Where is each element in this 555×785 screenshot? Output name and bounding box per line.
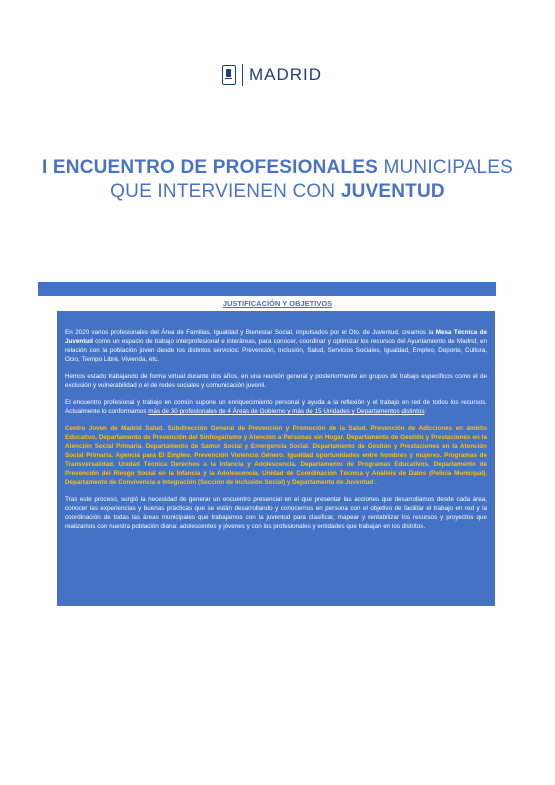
title-line-2-bold: JUVENTUD <box>340 181 445 202</box>
madrid-emblem-icon <box>222 65 236 85</box>
p3-text-a: El encuentro profesional y trabajo en común supone un enriquecimiento personal y ayuda a la reflexión y el trabajo en red de todos los recursos. Actualmente lo conformamos <box>65 399 487 415</box>
section-heading: JUSTIFICACIÓN Y OBJETIVOS <box>222 299 333 308</box>
logo-divider <box>242 64 243 86</box>
paragraph-2: Hemos estado trabajando de forma virtual durante dos años, en una reunión general y posteriormente en grupos de trabajo específicos como el de exclusión y vulnerabilidad o el de redes sociales y comunicación juvenil. <box>65 373 487 389</box>
p1-bold: Mesa Técnica de Juventud <box>65 329 487 345</box>
p3-text-c: : <box>424 408 427 415</box>
p1-text-a: En 2020 varios profesionales del Área de Familias, Igualdad y Bienestar Social, impulsados por el Dto. de Juventud, creamos la <box>65 329 436 336</box>
paragraph-5: Tras este proceso, surgió la necesidad de generar un encuentro presencial en el que presentar las acciones que desarrollamos desde cada área, conocer las experiencias y buenas prácticas que se están desarrollando y conocernos en persona con el objetivo de facilitar el trabajo en red y la coordinación de todas las áreas municipales que trabajamos con la juventud para clasificar, mapear y rentabilizar los recursos y proyectos que realizamos con nuestra población diana: adolescentes y jóvenes y con los profesionales y entidades que trabajan en los distritos. <box>65 496 487 530</box>
p1-text-c: como un espacio de trabajo interprofesional e interáreas, para conocer, coordinar y optimizar los recursos del Ayuntamiento de Madrid, en relación con la población joven desde los distintos servicios: Prevención, Inclusión, Salud, Servicios Sociales, Igualdad, Empleo, Deporte, Cultura, Ocio, Tiempo Libre, Vivienda, etc. <box>65 338 487 363</box>
p3-underlined: más de 30 profesionales de 4 Áreas de Gobierno y más de 15 Unidades y Departamentos distintos <box>148 408 425 415</box>
paragraph-4-departments: Centro Joven de Madrid Salud. Subdirección General de Prevención y Promoción de la Salud. Prevención de Adicciones en ámbito Educativo, Departamento de Prevención del Sinhogarismo y Atención a Personas sin Hogar. Departamento de Gestión y Prestaciones en la Atención Social Primaria. Departamento de Samur Social y Emergencia Social. Departamento de Gestión y Prestaciones en la Atención Social Primaria. Agencia para El Empleo. Prevención Violencia Género. Igualdad oportunidades entre hombres y mujeres. Programas de Transversalidad. Unidad Técnica Derechos a la Infancia y Adolescencia. Departamento de Programas Educativos. Departamento de Prevención del Riesgo Social en la Infancia y la Adolescencia. Unidad de Coordinación Técnica y Análisis de Datos (Policía Municipal). Departamento de Convivencia e Integración (Sección de Inclusión Social) y Departamento de Juventud . <box>65 425 487 486</box>
title-line-1 <box>0 156 555 180</box>
title-line-1-bold: I ENCUENTRO DE PROFESIONALES <box>41 157 378 178</box>
logo-wordmark: MADRID <box>249 65 323 84</box>
title-line-2 <box>0 180 555 204</box>
section-header-bar <box>38 282 496 296</box>
title-line-1-rest: MUNICIPALES <box>377 157 514 178</box>
title-line-2-rest: QUE INTERVIENEN CON <box>110 181 341 202</box>
content-box <box>57 311 495 606</box>
paragraph-1 <box>65 328 487 364</box>
madrid-logo <box>222 64 322 86</box>
paragraph-3 <box>65 398 487 416</box>
